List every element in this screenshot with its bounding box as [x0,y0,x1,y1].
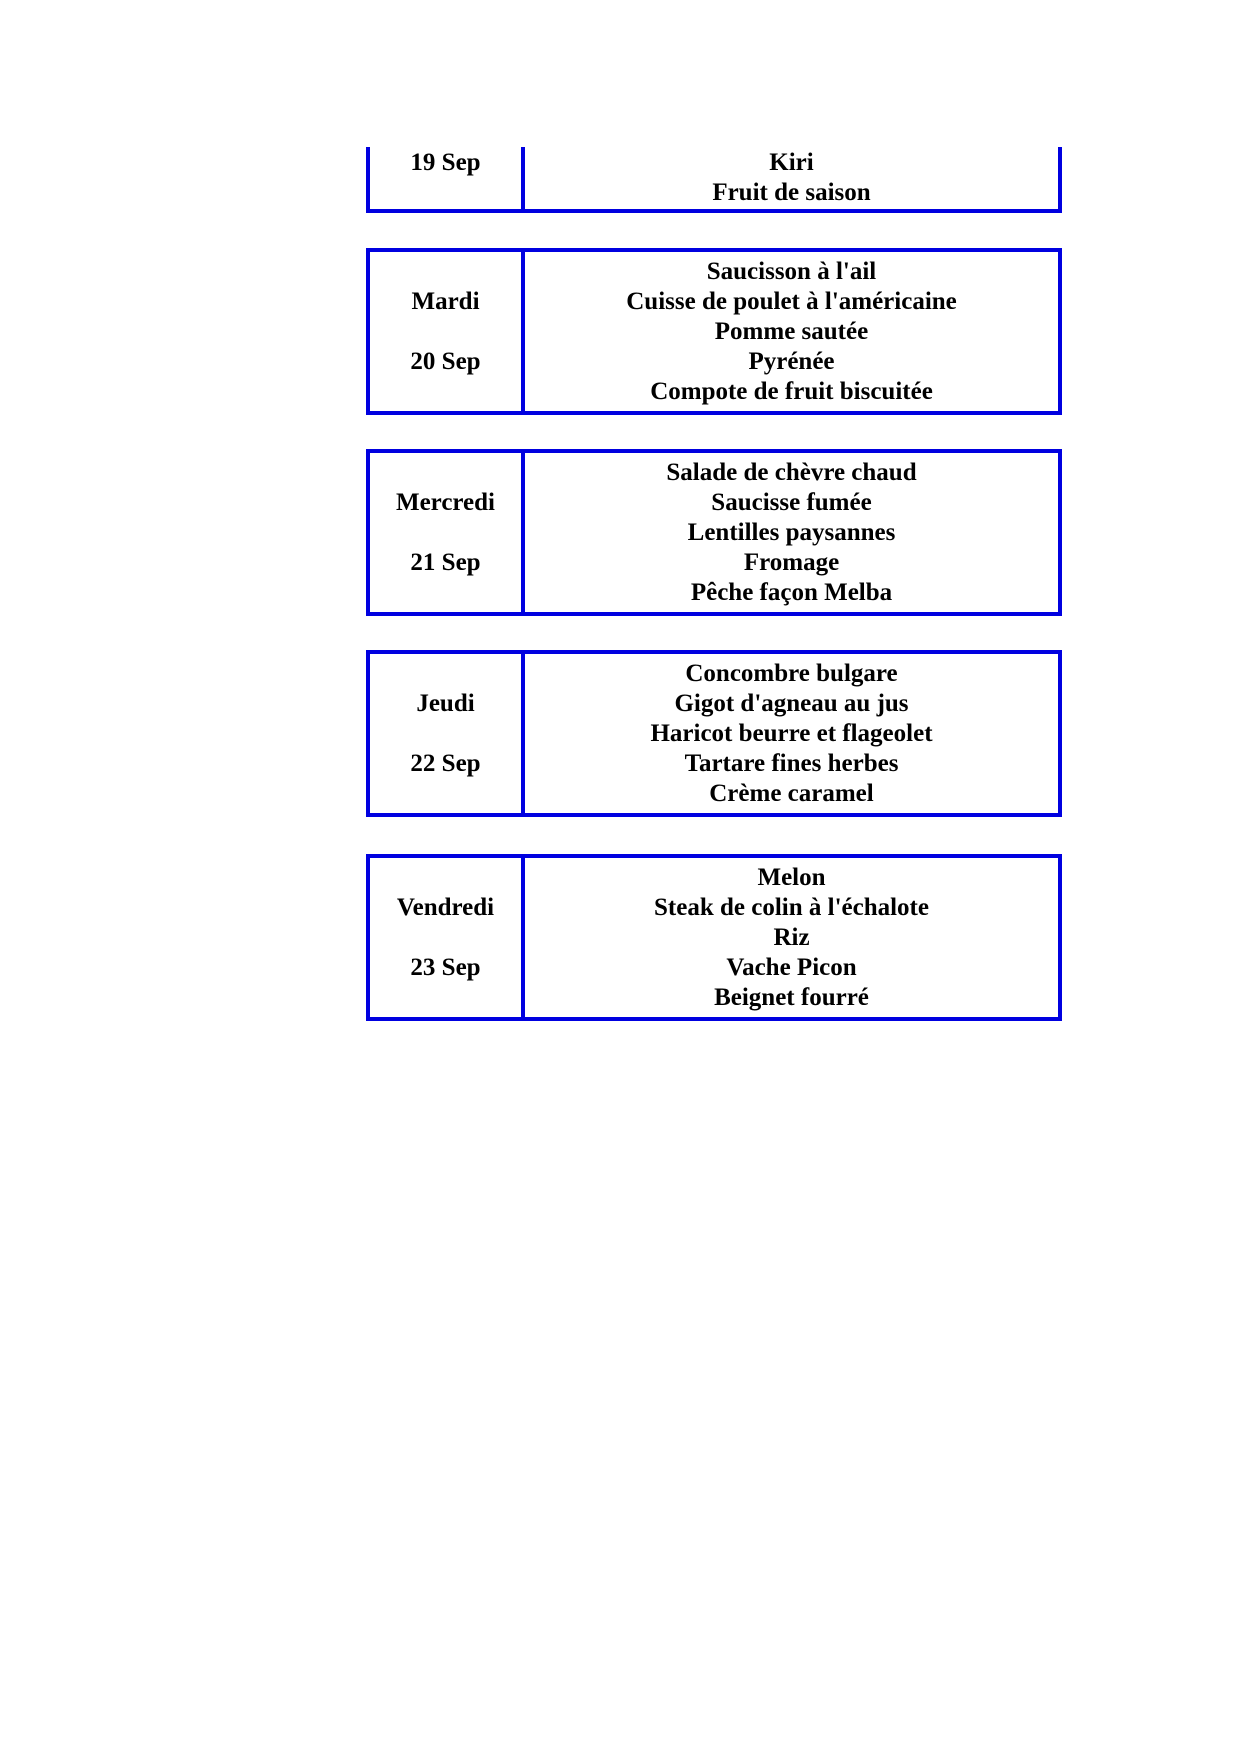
menu-item: Tartare fines herbes [684,750,899,777]
day-cell [370,147,525,209]
menu-item: Compote de fruit biscuitée [650,378,933,405]
menu-item: Cuisse de poulet à l'américaine [626,288,957,315]
menu-item: Vache Picon [726,954,857,981]
menu-item: Haricot beurre et flageolet [650,720,933,747]
date-label: 21 Sep [410,549,481,576]
date-label: 22 Sep [410,750,481,777]
day-cell-spacer [370,178,521,208]
menu-item: Saucisse fumée [711,489,872,516]
day-cell-spacer [370,377,521,407]
menu-item: Beignet fourré [714,984,869,1011]
menu-items-cell [525,147,1058,209]
menu-item: Steak de colin à l'échalote [654,894,929,921]
menu-table-mardi [366,248,1062,415]
day-cell-spacer [370,659,521,689]
menu-item: Melon [757,864,826,891]
menu-item: Pêche façon Melba [690,579,893,606]
day-cell-spacer [370,923,521,953]
menu-item: Crème caramel [709,780,874,807]
day-label: Vendredi [396,894,495,921]
day-label: Mardi [411,288,480,315]
day-cell-spacer [370,983,521,1013]
menu-item: Saucisson à l'ail [706,258,877,285]
day-cell [370,252,525,411]
menu-items-cell [525,453,1058,612]
day-cell-spacer [370,317,521,347]
menu-item: Kiri [769,149,814,176]
menu-item: Fromage [743,549,840,576]
date-label: 23 Sep [410,954,481,981]
menu-item: Pyrénée [748,348,835,375]
menu-items-cell [525,858,1058,1017]
date-label: 20 Sep [410,348,481,375]
day-cell [370,453,525,612]
day-cell-spacer [370,863,521,893]
day-cell-spacer [370,518,521,548]
menu-item: Riz [773,924,810,951]
menu-item: Pomme sautée [714,318,869,345]
day-cell-spacer [370,779,521,809]
day-cell-spacer [370,458,521,488]
date-label: 19 Sep [410,149,481,176]
day-cell [370,654,525,813]
menu-table-continued [366,147,1062,213]
menu-table-mercredi [366,449,1062,616]
menu-items-cell [525,654,1058,813]
menu-item: Salade de chèvre chaud [666,459,917,486]
day-cell [370,858,525,1017]
menu-item: Fruit de saison [712,179,871,206]
menu-table-jeudi [366,650,1062,817]
day-cell-spacer [370,257,521,287]
day-cell-spacer [370,578,521,608]
menu-item: Concombre bulgare [685,660,898,687]
menu-item: Lentilles paysannes [687,519,896,546]
day-cell-spacer [370,719,521,749]
day-label: Jeudi [416,690,475,717]
menu-items-cell [525,252,1058,411]
menu-table-vendredi [366,854,1062,1021]
day-label: Mercredi [395,489,496,516]
menu-item: Gigot d'agneau au jus [674,690,909,717]
